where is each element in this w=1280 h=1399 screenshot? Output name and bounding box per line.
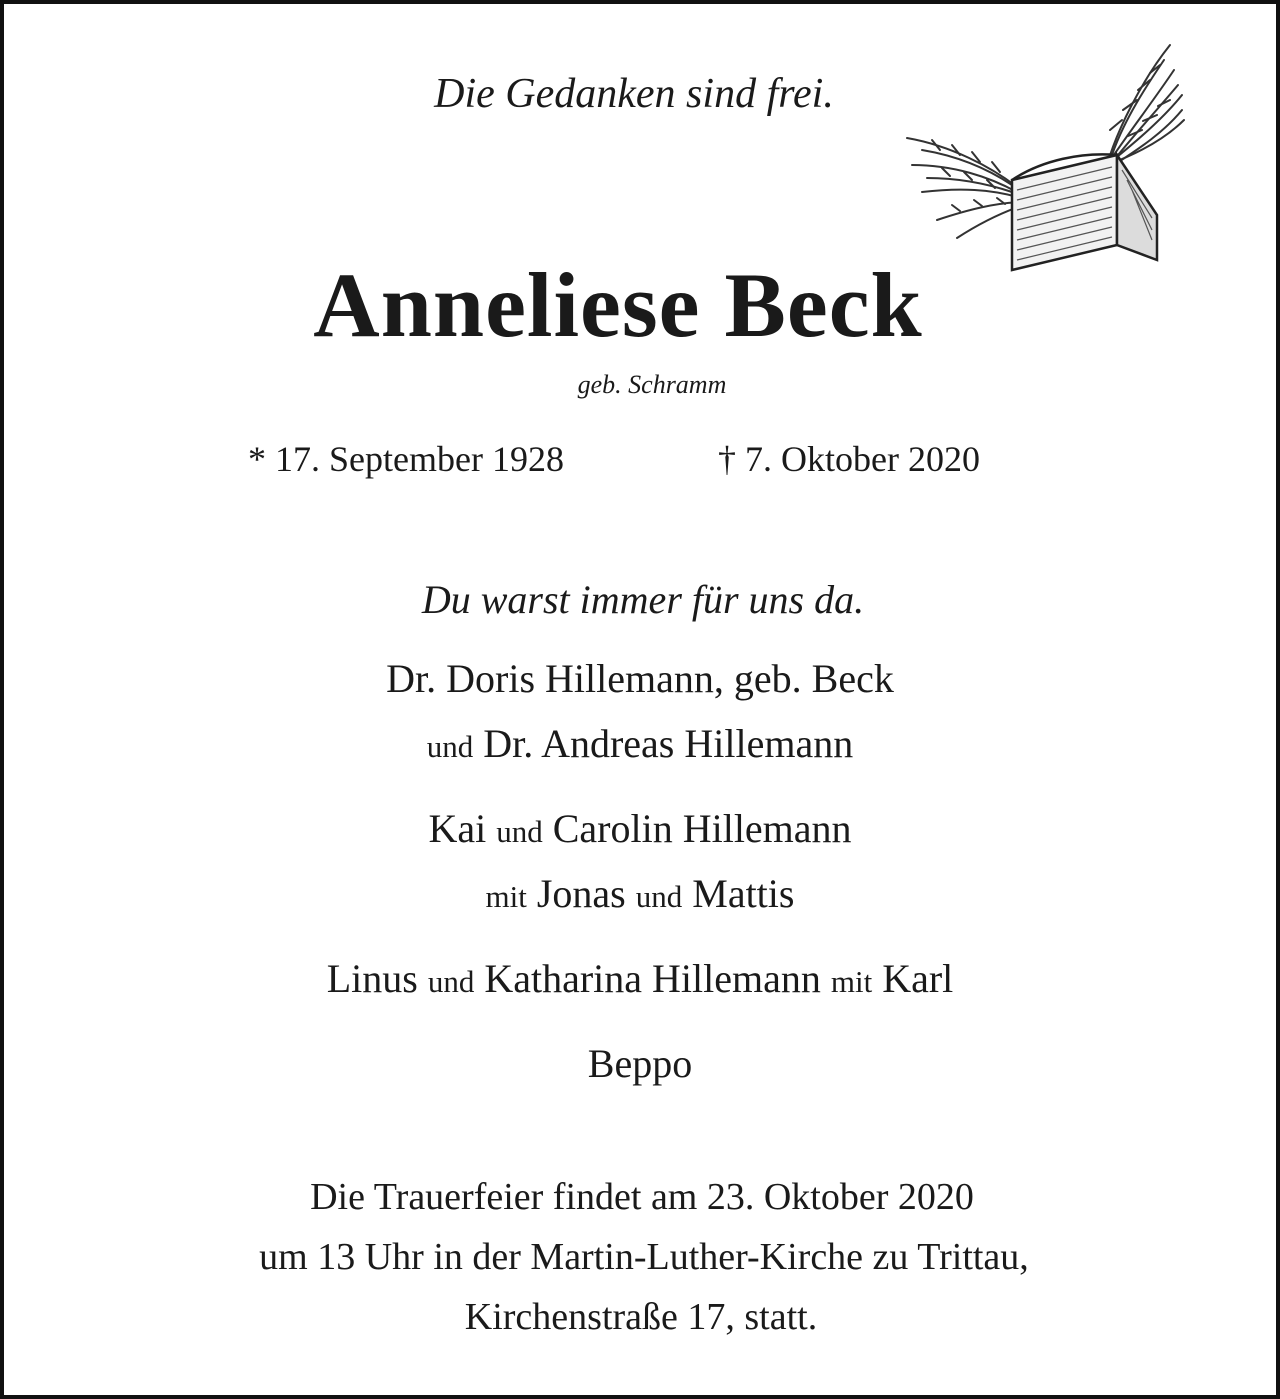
conjunction: und bbox=[496, 814, 543, 849]
farewell-line: Du warst immer für uns da. bbox=[421, 577, 865, 622]
mourner-name: Linus bbox=[326, 956, 418, 1001]
motto-heading: Die Gedanken sind frei. bbox=[434, 71, 834, 117]
mourner-line-3 bbox=[0, 805, 1280, 852]
mourner-name: Kai bbox=[428, 806, 487, 851]
mourner-line-4 bbox=[0, 870, 1280, 917]
funeral-info-line-2: um 13 Uhr in der Martin-Luther-Kirche zu Trittau, bbox=[259, 1236, 1029, 1278]
winged-book-icon bbox=[902, 40, 1202, 280]
mourner-name: Katharina Hillemann bbox=[484, 956, 821, 1001]
deceased-name: Anneliese Beck bbox=[313, 254, 923, 356]
mourner-line-1 bbox=[0, 655, 1280, 702]
mourner-name: Jonas bbox=[536, 871, 626, 916]
mourner-name: Carolin Hillemann bbox=[552, 806, 852, 851]
conjunction: mit bbox=[485, 879, 527, 914]
mourner-name: Dr. Andreas Hillemann bbox=[483, 721, 854, 766]
birth-date: * 17. September 1928 bbox=[248, 439, 564, 479]
conjunction: und bbox=[635, 879, 683, 914]
death-date: † 7. Oktober 2020 bbox=[718, 439, 980, 479]
conjunction: und bbox=[426, 729, 474, 764]
mourner-line-5 bbox=[0, 955, 1280, 1002]
mourner-name: Karl bbox=[882, 956, 954, 1001]
conjunction: mit bbox=[830, 964, 873, 999]
mourner-name: Beppo bbox=[587, 1041, 693, 1086]
mourner-name: Dr. Doris Hillemann, geb. Beck bbox=[386, 656, 894, 701]
funeral-info-line-1: Die Trauerfeier findet am 23. Oktober 2020 bbox=[310, 1176, 974, 1218]
conjunction: und bbox=[427, 964, 475, 999]
maiden-name: geb. Schramm bbox=[577, 370, 727, 399]
mourner-name: Mattis bbox=[692, 871, 795, 916]
mourner-line-2 bbox=[0, 720, 1280, 767]
funeral-info-line-3: Kirchenstraße 17, statt. bbox=[464, 1296, 818, 1338]
mourner-line-6 bbox=[0, 1040, 1280, 1087]
